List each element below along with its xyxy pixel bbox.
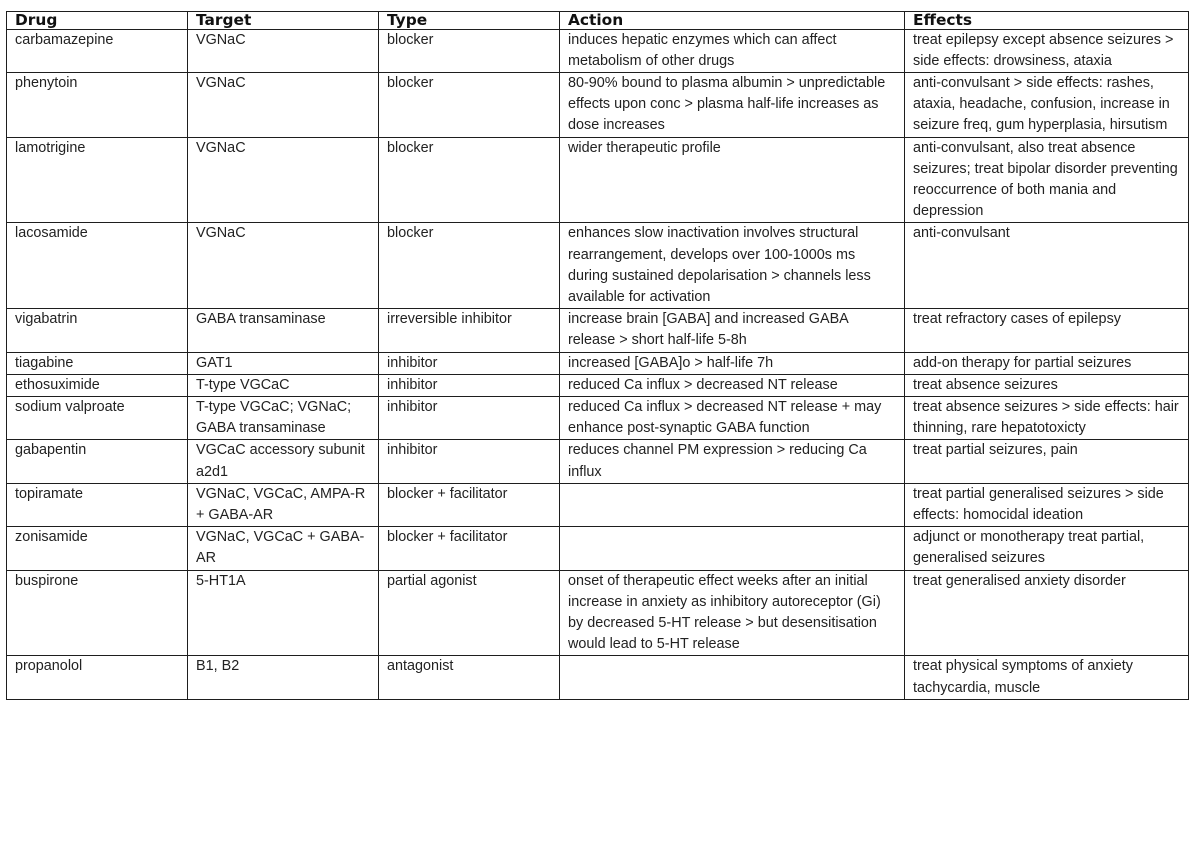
- cell-drug: lacosamide: [7, 223, 188, 309]
- cell-drug: tiagabine: [7, 352, 188, 374]
- cell-effects: anti-convulsant > side effects: rashes, ataxia, headache, confusion, increase in seizure freq, gum hyperplasia, hirsutism: [905, 72, 1189, 137]
- cell-drug: zonisamide: [7, 527, 188, 570]
- cell-effects: adjunct or monotherapy treat partial, generalised seizures: [905, 527, 1189, 570]
- cell-effects: anti-convulsant, also treat absence seizures; treat bipolar disorder preventing reoccurrence of both mania and depression: [905, 137, 1189, 223]
- cell-target: GAT1: [188, 352, 379, 374]
- cell-drug: gabapentin: [7, 440, 188, 483]
- cell-target: 5-HT1A: [188, 570, 379, 656]
- cell-type: blocker + facilitator: [379, 483, 560, 526]
- table-row: [7, 29, 1189, 72]
- cell-effects: treat absence seizures: [905, 374, 1189, 396]
- cell-target: VGNaC, VGCaC + GABA-AR: [188, 527, 379, 570]
- cell-drug: carbamazepine: [7, 29, 188, 72]
- cell-target: VGNaC: [188, 72, 379, 137]
- cell-action: [560, 483, 905, 526]
- cell-effects: treat partial generalised seizures > side effects: homocidal ideation: [905, 483, 1189, 526]
- cell-action: reduces channel PM expression > reducing Ca influx: [560, 440, 905, 483]
- cell-action: reduced Ca influx > decreased NT release: [560, 374, 905, 396]
- table-row: [7, 223, 1189, 309]
- cell-drug: vigabatrin: [7, 309, 188, 352]
- cell-type: inhibitor: [379, 396, 560, 439]
- table-row: [7, 352, 1189, 374]
- cell-effects: treat partial seizures, pain: [905, 440, 1189, 483]
- table-header: [7, 12, 1189, 30]
- cell-target: VGNaC: [188, 137, 379, 223]
- table-row: [7, 309, 1189, 352]
- header-target: Target: [188, 12, 379, 30]
- header-drug: Drug: [7, 12, 188, 30]
- cell-action: increase brain [GABA] and increased GABA release > short half-life 5-8h: [560, 309, 905, 352]
- table-row: [7, 396, 1189, 439]
- cell-action: increased [GABA]o > half-life 7h: [560, 352, 905, 374]
- cell-effects: treat physical symptoms of anxiety tachycardia, muscle: [905, 656, 1189, 699]
- cell-type: blocker: [379, 72, 560, 137]
- table-row: [7, 72, 1189, 137]
- cell-type: blocker: [379, 223, 560, 309]
- cell-drug: lamotrigine: [7, 137, 188, 223]
- cell-drug: buspirone: [7, 570, 188, 656]
- cell-target: T-type VGCaC: [188, 374, 379, 396]
- cell-type: inhibitor: [379, 440, 560, 483]
- cell-drug: phenytoin: [7, 72, 188, 137]
- cell-type: blocker: [379, 137, 560, 223]
- cell-type: partial agonist: [379, 570, 560, 656]
- table-row: [7, 137, 1189, 223]
- cell-drug: topiramate: [7, 483, 188, 526]
- table-row: [7, 374, 1189, 396]
- table-row: [7, 483, 1189, 526]
- cell-drug: sodium valproate: [7, 396, 188, 439]
- header-effects: Effects: [905, 12, 1189, 30]
- cell-target: VGNaC, VGCaC, AMPA-R + GABA-AR: [188, 483, 379, 526]
- cell-effects: treat generalised anxiety disorder: [905, 570, 1189, 656]
- table-row: [7, 440, 1189, 483]
- cell-effects: anti-convulsant: [905, 223, 1189, 309]
- cell-drug: ethosuximide: [7, 374, 188, 396]
- cell-action: enhances slow inactivation involves structural rearrangement, develops over 100-1000s ms during sustained depolarisation > channels less available for activation: [560, 223, 905, 309]
- cell-effects: treat epilepsy except absence seizures > side effects: drowsiness, ataxia: [905, 29, 1189, 72]
- cell-target: B1, B2: [188, 656, 379, 699]
- cell-action: onset of therapeutic effect weeks after an initial increase in anxiety as inhibitory autoreceptor (Gi) by decreased 5-HT release > but desensitisation would lead to 5-HT release: [560, 570, 905, 656]
- cell-target: GABA transaminase: [188, 309, 379, 352]
- header-row: [7, 12, 1189, 30]
- table-row: [7, 656, 1189, 699]
- cell-type: antagonist: [379, 656, 560, 699]
- cell-target: VGCaC accessory subunit a2d1: [188, 440, 379, 483]
- cell-type: blocker + facilitator: [379, 527, 560, 570]
- cell-drug: propanolol: [7, 656, 188, 699]
- header-type: Type: [379, 12, 560, 30]
- cell-effects: treat absence seizures > side effects: hair thinning, rare hepatotoxicty: [905, 396, 1189, 439]
- header-action: Action: [560, 12, 905, 30]
- table-body: [7, 29, 1189, 699]
- cell-action: reduced Ca influx > decreased NT release + may enhance post-synaptic GABA function: [560, 396, 905, 439]
- cell-target: VGNaC: [188, 223, 379, 309]
- cell-action: induces hepatic enzymes which can affect metabolism of other drugs: [560, 29, 905, 72]
- table-row: [7, 527, 1189, 570]
- cell-type: irreversible inhibitor: [379, 309, 560, 352]
- drug-table: [6, 11, 1189, 700]
- cell-type: blocker: [379, 29, 560, 72]
- cell-action: wider therapeutic profile: [560, 137, 905, 223]
- cell-type: inhibitor: [379, 352, 560, 374]
- cell-action: [560, 527, 905, 570]
- cell-effects: add-on therapy for partial seizures: [905, 352, 1189, 374]
- cell-target: VGNaC: [188, 29, 379, 72]
- table-row: [7, 570, 1189, 656]
- cell-action: [560, 656, 905, 699]
- cell-action: 80-90% bound to plasma albumin > unpredictable effects upon conc > plasma half-life increases as dose increases: [560, 72, 905, 137]
- cell-effects: treat refractory cases of epilepsy: [905, 309, 1189, 352]
- cell-type: inhibitor: [379, 374, 560, 396]
- cell-target: T-type VGCaC; VGNaC; GABA transaminase: [188, 396, 379, 439]
